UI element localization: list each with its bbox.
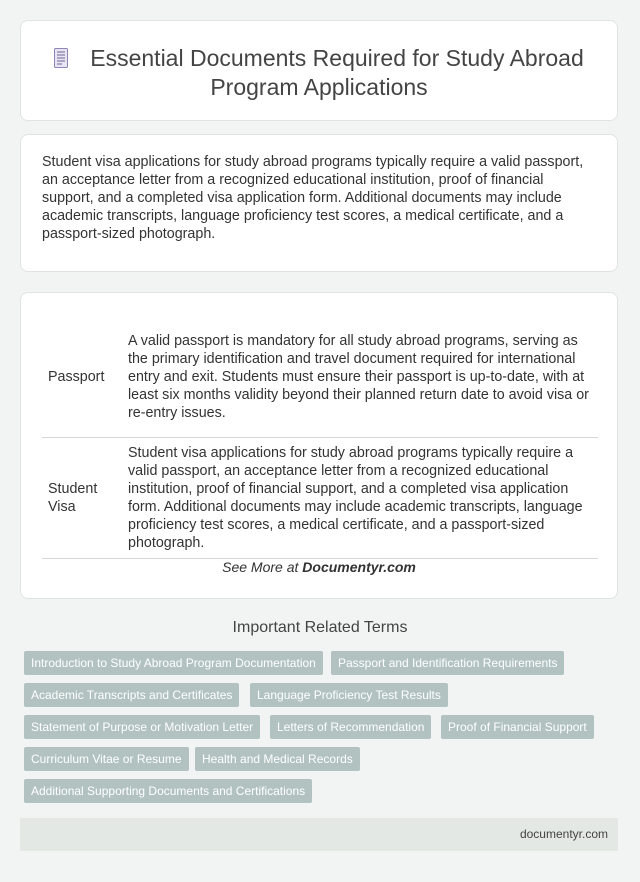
footer-bar	[20, 818, 618, 851]
related-term-tag[interactable]: Curriculum Vitae or Resume	[24, 747, 189, 771]
table-row	[42, 317, 598, 438]
related-term-tag[interactable]: Additional Supporting Documents and Certifications	[24, 779, 312, 803]
related-term-tag[interactable]: Proof of Financial Support	[441, 715, 594, 739]
see-more-link[interactable]: Documentyr.com	[302, 559, 416, 575]
table-row	[42, 438, 598, 559]
table-term: Passport	[42, 317, 118, 438]
footer-link[interactable]: documentyr.com	[519, 827, 608, 841]
intro-card	[20, 134, 618, 272]
see-more-line	[21, 559, 617, 575]
related-term-tag[interactable]: Language Proficiency Test Results	[250, 683, 448, 707]
table-description: Student visa applications for study abroad programs typically require a valid passport, an acceptance letter from a recognized educational institution, proof of financial support, and a completed visa application form. Additional documents may include academic transcripts, language proficiency test scores, a medical certificate, and a passport-sized photograph.	[118, 438, 598, 559]
related-term-tag[interactable]: Passport and Identification Requirements	[331, 651, 564, 675]
table-description: A valid passport is mandatory for all study abroad programs, serving as the primary identification and travel document required for international entry and exit. Students must ensure their passport is up-to-date, with at least six months validity beyond their planned return date to avoid visa or re-entry issues.	[118, 317, 598, 438]
related-term-tag[interactable]: Introduction to Study Abroad Program Documentation	[24, 651, 323, 675]
documents-table	[42, 317, 598, 559]
intro-text: Student visa applications for study abroad programs typically require a valid passport, an acceptance letter from a recognized educational institution, proof of financial support, and a completed visa application form. Additional documents may include academic transcripts, language proficiency test scores, a medical certificate, and a passport-sized photograph.	[42, 154, 584, 242]
document-icon	[54, 48, 68, 68]
page-title: Essential Documents Required for Study Abroad Program Applications	[90, 45, 584, 100]
table-card	[20, 292, 618, 599]
related-term-tag[interactable]: Academic Transcripts and Certificates	[24, 683, 239, 707]
page-title-wrap	[21, 44, 617, 102]
related-term-tag[interactable]: Health and Medical Records	[195, 747, 360, 771]
related-terms-title: Important Related Terms	[232, 619, 408, 636]
related-term-tag[interactable]: Statement of Purpose or Motivation Letter	[24, 715, 260, 739]
title-card	[20, 20, 618, 121]
table-term: Student Visa	[42, 438, 118, 559]
see-more-prefix: See More at	[222, 559, 303, 575]
related-term-tag[interactable]: Letters of Recommendation	[270, 715, 431, 739]
